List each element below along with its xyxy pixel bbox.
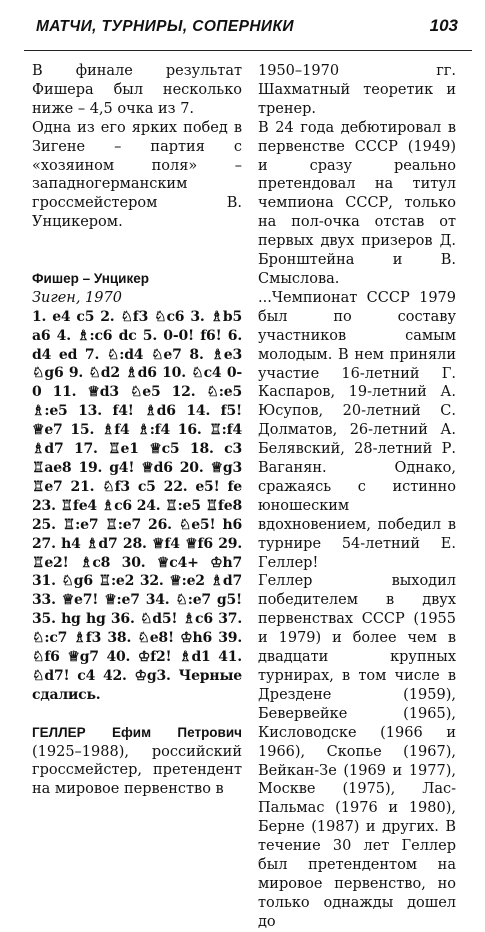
intro-paragraph-2: Одна из его ярких побед в Зигене – партия с «хозяином поля» – западногерманским гроссмейстером В. Унцикером.: [32, 119, 242, 231]
spacer: [32, 705, 242, 724]
spacer: [32, 232, 242, 251]
bio-paragraph: [32, 724, 242, 800]
game-title: Фишер – Унцикер: [32, 270, 149, 286]
intro-paragraph: В финале результат Фишера был несколько ниже – 4,5 очка из 7.: [32, 63, 242, 117]
page-header: [6, 6, 466, 46]
move-list: 1. e4 c5 2. ♘f3 ♘c6 3. ♗b5 a6 4. ♗:c6 dc 5. 0-0! f6! 6. d4 ed 7. ♘:d4 ♘e7 8. ♗e3 ♘g6 9. ♘d2 ♗d6 10. ♘c4 0-0 11. ♕d3 ♘e5 12. ♘:e5 ♗:e5 13. f4! ♗d6 14. f5! ♕e7 15. ♗f4 ♗:f4 16. ♖:f4 ♗d7 17. ♖e1 ♕c5 18. c3 ♖ae8 19. g4! ♕d6 20. ♕g3 ♖e7 21. ♘f3 c5 22. e5! fe 23. ♖fe4 ♗c6 24. ♖:e5 ♖fe8 25. ♖:e7 ♖:e7 26. ♘e5! h6 27. h4 ♗d7 28. ♕f4 ♕f6 29. ♖e2! ♗c8 30. ♕c4+ ♔h7 31. ♘g6 ♖:e2 32. ♕:e2 ♗d7 33. ♕e7! ♕:e7 34. ♘:e7 g5! 35. hg hg 36. ♘d5! ♗c6 37. ♘:c7 ♗f3 38. ♘e8! ♔h6 39. ♘f6 ♕g7 40. ♔f2! ♗d1 41. ♘d7! c4 42. ♔g3.: [32, 308, 242, 684]
left-column: [32, 62, 242, 799]
game-place: Зиген, 1970: [32, 289, 122, 306]
header-rule: [24, 50, 472, 51]
bio-name: ГЕЛЛЕР Ефим Петрович: [32, 724, 242, 740]
bio-text: (1925–1988), российский гроссмейстер, претендент на мировое первенство в: [32, 743, 242, 798]
game-moves: [32, 308, 242, 705]
right-column: [258, 62, 456, 932]
paragraph-1: 1950–1970 гг. Шахматный теоретик и тренер.: [258, 63, 456, 117]
page-number: 103: [429, 16, 458, 35]
game-result: Черные сдались.: [32, 667, 242, 703]
running-title: МАТЧИ, ТУРНИРЫ, СОПЕРНИКИ: [36, 18, 294, 35]
paragraph-4: Геллер выходил победителем в двух первенствах СССР (1955 и 1979) и более чем в двадцати крупных турнирах, в том числе в Дрездене (1959), Бевервейке (1965), Кисловодске (1966 и 1966), Скопье (1967), Вейкан-Зе (1969 и 1977), Москве (1975), Лас-Пальмас (1976 и 1980), Берне (1987) и других. В течение 30 лет Геллер был претендентом на мировое первенство, но только однажды дошел до: [258, 573, 456, 930]
spacer: [32, 251, 242, 270]
paragraph-2: В 24 года дебютировал в первенстве СССР (1949) и сразу реально претендовал на титул чемпиона СССР, только на пол-очка отстав от первых двух призеров Д. Бронштейна и В. Смыслова.: [258, 119, 456, 287]
paragraph-3: ...Чемпионат СССР 1979 был по составу участников самым молодым. В нем приняли участие 16-летний Г. Каспаров, 19-летний А. Юсупов, 20-летний С. Долматов, 26-летний А. Белявский, 28-летний Р. Ваганян. Однако, сражаясь с истинно юношеским вдохновением, победил в турнире 54-летний Е. Геллер!: [258, 289, 456, 571]
